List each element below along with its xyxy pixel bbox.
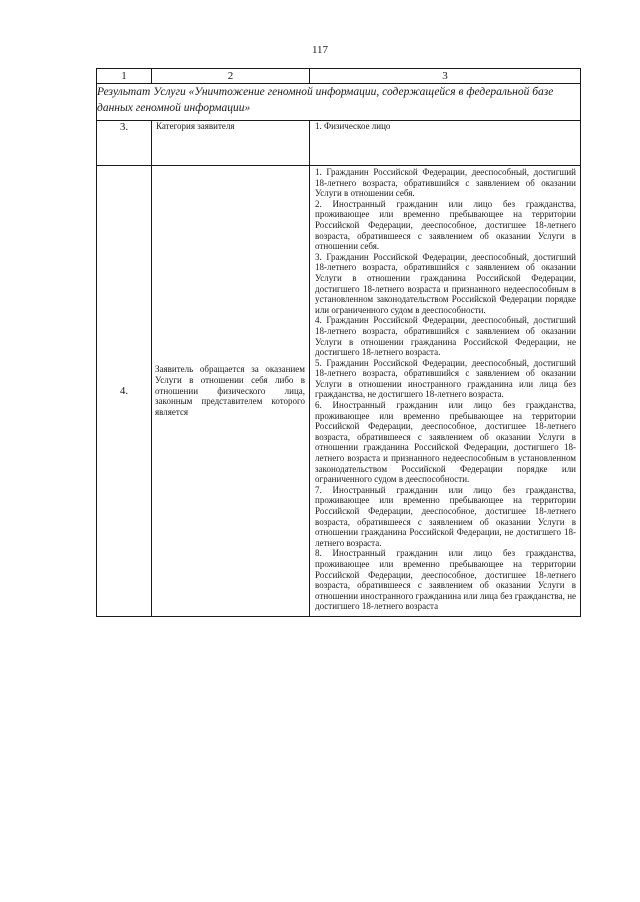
row-number: 4. [97,166,152,617]
table-row [97,166,581,617]
list-item: 6. Иностранный гражданин или лицо без гражданства, проживающее или временно пребывающее на территории Российской Федерации, дееспособное, достигшее 18-летнего возраста, обратившееся с заявлением об оказании Услуги в отношении гражданина Российской Федерации, достигшего 18-летнего возраста и признанного недееспособным в установленном законодательством Российской Федерации порядке или ограниченного судом в дееспособности. [315,400,576,485]
list-item: 3. Гражданин Российской Федерации, дееспособный, достигший 18-летнего возраста, обратившийся с заявлением об оказании Услуги в отношении гражданина Российской Федерации, достигшего 18-летнего возраста и признанного недееспособным в установленном законодательством Российской Федерации порядке или ограниченного судом в дееспособности. [315,251,576,315]
list-item: 2. Иностранный гражданин или лицо без гражданства, проживающее или временно пребывающее на территории Российской Федерации, дееспособное, достигшее 18-летнего возраста, обратившееся с заявлением об оказании Услуги в отношении себя. [315,198,576,252]
page-number: 117 [311,44,329,56]
column-number-2: 2 [152,69,310,84]
column-number-row [97,69,581,84]
row-label: Категория заявителя [152,121,310,166]
list-item: 7. Иностранный гражданин или лицо без гражданства, проживающее или временно пребывающее на территории Российской Федерации, дееспособное, достигшее 18-летнего возраста, обратившееся с заявлением об оказании Услуги в отношении гражданина Российской Федерации, не достигшего 18-летнего возраста. [315,484,576,548]
row-value: 1. Физическое лицо [310,121,581,166]
row-label: Заявитель обращается за оказанием Услуги в отношении себя либо в отношении физического лица, законным представителем которого является [152,166,310,617]
column-number-1: 1 [97,69,152,84]
result-row [97,84,581,121]
service-table [96,68,581,617]
result-title: Результат Услуги «Уничтожение геномной информации, содержащейся в федеральной базе данных геномной информации» [97,84,581,121]
list-item: 5. Гражданин Российской Федерации, дееспособный, достигший 18-летнего возраста, обратившийся с заявлением об оказании Услуги в отношении иностранного гражданина или лица без гражданства, не достигшего 18-летнего возраста. [315,357,576,400]
table-row [97,121,581,166]
list-item: 8. Иностранный гражданин или лицо без гражданства, проживающее или временно пребывающее на территории Российской Федерации, дееспособное, достигшее 18-летнего возраста, обратившееся с заявлением об оказании Услуги в отношении иностранного гражданина или лица без гражданства, не достигшего 18-летнего возраста [315,548,576,612]
list-item: 4. Гражданин Российской Федерации, дееспособный, достигший 18-летнего возраста, обратившийся с заявлением об оказании Услуги в отношении гражданина Российской Федерации, не достигшего 18-летнего возраста. [315,315,576,358]
column-number-3: 3 [310,69,581,84]
row-number: 3. [97,121,152,166]
applicant-list [310,166,581,617]
list-item: 1. Гражданин Российской Федерации, дееспособный, достигший 18-летнего возраста, обратившийся с заявлением об оказании Услуги в отношении себя. [315,167,576,199]
